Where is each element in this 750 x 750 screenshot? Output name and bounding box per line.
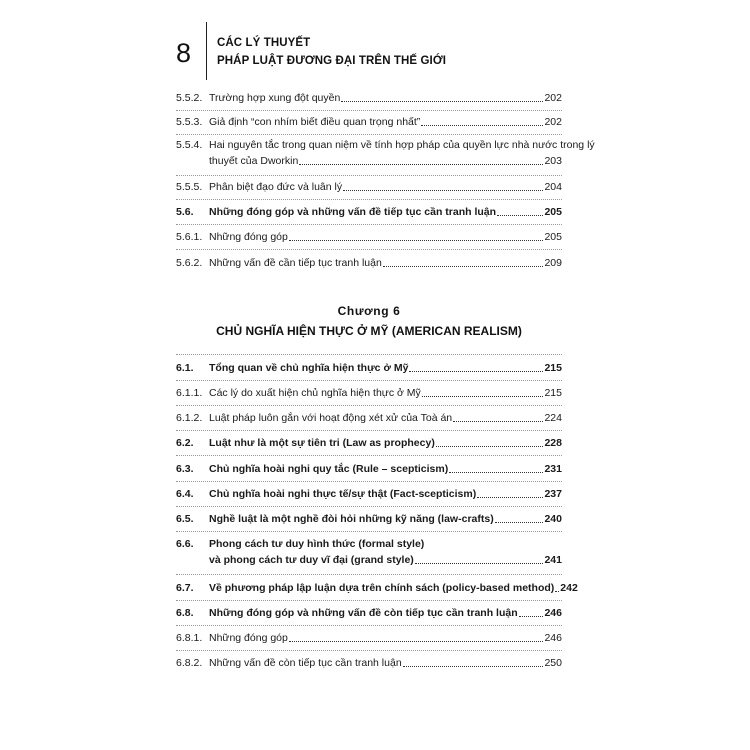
toc-entry-title: Các lý do xuất hiện chủ nghĩa hiện thực ở Mỹ xyxy=(209,387,421,399)
dot-leader xyxy=(477,497,543,498)
toc-entry-page: 228 xyxy=(544,437,562,449)
dot-leader xyxy=(436,446,544,447)
toc-entry-number: 6.5. xyxy=(176,513,194,525)
toc-entry-number: 6.4. xyxy=(176,488,194,500)
toc-entry-number: 6.7. xyxy=(176,582,194,594)
toc-entry-page: 209 xyxy=(544,257,562,269)
dot-leader xyxy=(555,591,559,592)
toc-entry-title: Chủ nghĩa hoài nghi quy tắc (Rule – scepticism) xyxy=(209,463,449,475)
toc-entry-title: Những đóng góp xyxy=(209,632,288,644)
toc-entry-page: 215 xyxy=(544,362,562,374)
dot-leader xyxy=(409,371,543,372)
toc-entry-page: 231 xyxy=(544,463,562,475)
toc-entry-page: 202 xyxy=(544,92,562,104)
row-separator xyxy=(176,405,562,406)
toc-entry[interactable] xyxy=(176,360,562,376)
toc-entry[interactable] xyxy=(176,630,562,646)
dot-leader xyxy=(383,266,544,267)
toc-entry-page: 241 xyxy=(544,554,562,566)
toc-entry-page: 240 xyxy=(544,513,562,525)
toc-entry-number: 6.2. xyxy=(176,437,194,449)
dot-leader xyxy=(415,563,544,564)
toc-entry-title: Những đóng góp và những vấn đề còn tiếp tục cần tranh luận xyxy=(209,607,518,619)
toc-entry[interactable] xyxy=(176,461,562,477)
toc-entry-title: Về phương pháp lập luận dựa trên chính sách (policy-based method) xyxy=(209,582,555,594)
toc-entry-number: 6.8.2. xyxy=(176,657,203,669)
chapter-label: Chương 6 xyxy=(337,304,401,318)
dot-leader xyxy=(403,666,544,667)
dot-leader xyxy=(449,472,543,473)
toc-entry-title: Nghề luật là một nghề đòi hỏi những kỹ năng (law-crafts) xyxy=(209,513,494,525)
toc-entry-title: Những vấn đề cần tiếp tục tranh luận xyxy=(209,257,382,269)
toc-entry-title: Phong cách tư duy hình thức (formal style) xyxy=(209,538,425,550)
dot-leader xyxy=(497,215,543,216)
row-separator xyxy=(176,481,562,482)
toc-entry-page: 246 xyxy=(544,607,562,619)
toc-entry[interactable] xyxy=(176,114,562,130)
header-title-line1: CÁC LÝ THUYẾT xyxy=(217,37,311,49)
toc-entry[interactable] xyxy=(176,179,562,195)
toc-entry-title: Những đóng góp và những vấn đề tiếp tục cần tranh luận xyxy=(209,206,497,218)
toc-entry[interactable] xyxy=(176,385,562,401)
toc-entry-page: 203 xyxy=(544,155,562,167)
toc-entry-page: 202 xyxy=(544,116,562,128)
toc-entry-page: 242 xyxy=(560,582,578,594)
toc-entry-number: 5.6. xyxy=(176,206,194,218)
toc-entry-page: 250 xyxy=(544,657,562,669)
toc-entry[interactable] xyxy=(176,511,562,527)
dot-leader xyxy=(519,616,544,617)
toc-entry-page: 215 xyxy=(544,387,562,399)
row-separator xyxy=(176,110,562,111)
row-separator xyxy=(176,625,562,626)
toc-entry-page: 246 xyxy=(544,632,562,644)
toc-entry-title-continued: và phong cách tư duy vĩ đại (grand style) xyxy=(209,554,414,566)
toc-entry[interactable] xyxy=(176,580,578,596)
dot-leader xyxy=(341,101,543,102)
toc-entry-title: Những vấn đề còn tiếp tục cần tranh luận xyxy=(209,657,402,669)
toc-entry-title-continued: thuyết của Dworkin xyxy=(209,155,299,167)
header-divider xyxy=(206,22,207,80)
toc-entry[interactable] xyxy=(176,605,562,621)
row-separator xyxy=(176,600,562,601)
toc-entry-title: Trường hợp xung đột quyền xyxy=(209,92,341,104)
page-number: 8 xyxy=(176,38,192,68)
row-separator xyxy=(176,354,562,355)
row-separator xyxy=(176,650,562,651)
toc-entry-page: 224 xyxy=(544,412,562,424)
toc-entry-title: Những đóng góp xyxy=(209,231,288,243)
chapter-title: CHỦ NGHĨA HIỆN THỰC Ở MỸ (AMERICAN REALISM) xyxy=(216,324,522,338)
toc-entry-page: 205 xyxy=(544,206,562,218)
row-separator xyxy=(176,175,562,176)
toc-entry-number: 6.1.1. xyxy=(176,387,203,399)
row-separator xyxy=(176,224,562,225)
toc-entry-page: 204 xyxy=(544,181,562,193)
toc-entry-number: 6.3. xyxy=(176,463,194,475)
toc-entry[interactable] xyxy=(176,435,562,451)
row-separator xyxy=(176,574,562,575)
dot-leader xyxy=(299,164,543,165)
dot-leader xyxy=(289,240,544,241)
toc-entry-title: Luật pháp luôn gắn với hoạt động xét xử của Toà án xyxy=(209,412,453,424)
dot-leader xyxy=(422,396,544,397)
toc-entry-number: 5.5.5. xyxy=(176,181,203,193)
toc-entry-page: 205 xyxy=(544,231,562,243)
toc-entry-number: 5.5.2. xyxy=(176,92,203,104)
row-separator xyxy=(176,380,562,381)
toc-entry-number: 6.8. xyxy=(176,607,194,619)
row-separator xyxy=(176,199,562,200)
toc-entry[interactable] xyxy=(176,536,562,568)
dot-leader xyxy=(421,125,543,126)
toc-entry-title: Hai nguyên tắc trong quan niệm về tính hợp pháp của quyền lực nhà nước trong lý xyxy=(209,139,595,151)
toc-entry[interactable] xyxy=(176,90,562,106)
toc-entry-title: Luật như là một sự tiên tri (Law as prophecy) xyxy=(209,437,435,449)
dot-leader xyxy=(453,421,543,422)
toc-entry[interactable] xyxy=(176,255,562,271)
row-separator xyxy=(176,430,562,431)
toc-entry-page: 237 xyxy=(544,488,562,500)
toc-entry[interactable] xyxy=(176,204,562,220)
toc-entry-number: 6.1.2. xyxy=(176,412,203,424)
row-separator xyxy=(176,455,562,456)
row-separator xyxy=(176,134,562,135)
toc-entry-number: 5.6.2. xyxy=(176,257,203,269)
toc-entry-number: 5.5.4. xyxy=(176,139,203,151)
toc-entry[interactable] xyxy=(176,486,562,502)
toc-entry-title: Tổng quan về chủ nghĩa hiện thực ở Mỹ xyxy=(209,362,409,374)
toc-entry-number: 5.5.3. xyxy=(176,116,203,128)
toc-entry-number: 6.1. xyxy=(176,362,194,374)
toc-entry[interactable] xyxy=(176,655,562,671)
row-separator xyxy=(176,531,562,532)
row-separator xyxy=(176,249,562,250)
toc-entry-number: 6.8.1. xyxy=(176,632,203,644)
toc-entry-title: Chủ nghĩa hoài nghi thực tế/sự thật (Fact-scepticism) xyxy=(209,488,477,500)
toc-entry[interactable] xyxy=(176,137,595,169)
dot-leader xyxy=(495,522,544,523)
dot-leader xyxy=(289,641,544,642)
toc-entry-number: 5.6.1. xyxy=(176,231,203,243)
running-header xyxy=(176,22,596,80)
toc-entry-title: Phân biệt đạo đức và luân lý xyxy=(209,181,343,193)
toc-entry[interactable] xyxy=(176,410,562,426)
header-title-line2: PHÁP LUẬT ĐƯƠNG ĐẠI TRÊN THẾ GIỚI xyxy=(217,55,447,67)
row-separator xyxy=(176,506,562,507)
toc-entry[interactable] xyxy=(176,229,562,245)
dot-leader xyxy=(343,190,543,191)
toc-entry-title: Giả định “con nhím biết điều quan trọng nhất” xyxy=(209,116,421,128)
toc-entry-number: 6.6. xyxy=(176,538,194,550)
